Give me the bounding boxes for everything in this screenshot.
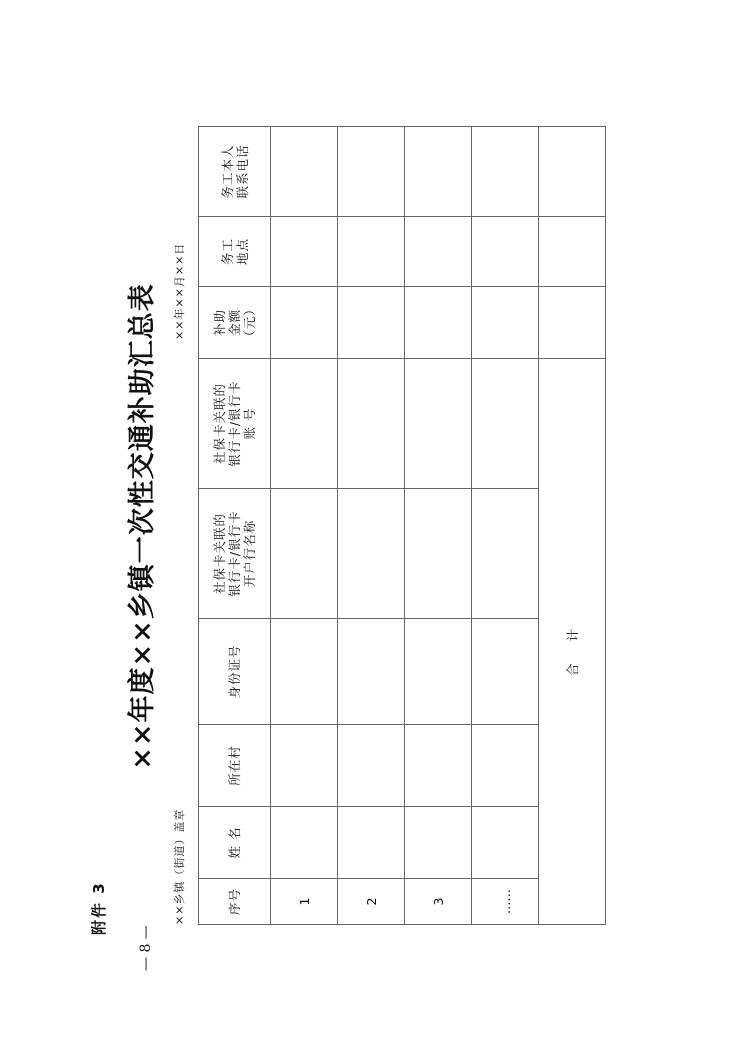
table-cell	[338, 489, 405, 619]
table-cell	[539, 127, 606, 217]
header-cell: 社保卡关联的 银行卡/银行卡 账 号	[199, 359, 271, 489]
attachment-label: 附件 3	[90, 881, 108, 935]
form-title: ××年度××乡镇一次性交通补助汇总表	[127, 283, 158, 770]
table-cell	[271, 619, 338, 725]
header-cell: 所在村	[199, 725, 271, 807]
stamp-note: ××乡镇（街道）盖章	[173, 808, 186, 925]
table-cell	[271, 127, 338, 217]
table-cell	[472, 217, 539, 287]
table-cell	[405, 287, 472, 359]
table-cell	[338, 217, 405, 287]
table-cell	[271, 287, 338, 359]
header-cell: 社保卡关联的 银行卡/银行卡 开户行名称	[199, 489, 271, 619]
row-number: 1	[271, 879, 338, 925]
table-cell	[338, 807, 405, 879]
table-cell	[472, 725, 539, 807]
header-cell: 身份证号	[199, 619, 271, 725]
header-cell: 务工本人 联系电话	[199, 127, 271, 217]
table-row	[405, 127, 472, 925]
table-header-row	[199, 127, 271, 925]
header-cell: 务工 地点	[199, 217, 271, 287]
table-cell	[405, 127, 472, 217]
row-number: 2	[338, 879, 405, 925]
table-cell	[338, 287, 405, 359]
table-total-row	[539, 127, 606, 925]
table-cell	[271, 359, 338, 489]
table-cell	[472, 127, 539, 217]
header-cell: 序号	[199, 879, 271, 925]
table-cell	[405, 359, 472, 489]
table-cell	[338, 619, 405, 725]
table-cell	[405, 217, 472, 287]
table-cell	[405, 725, 472, 807]
table-cell	[338, 359, 405, 489]
table-cell	[472, 359, 539, 489]
date-note: ××年××月××日	[173, 242, 186, 340]
total-label: 合计	[539, 359, 606, 925]
table-cell	[405, 619, 472, 725]
table-cell	[472, 619, 539, 725]
table-cell	[271, 725, 338, 807]
table-cell	[271, 807, 338, 879]
header-cell: 补助 金额 （元）	[199, 287, 271, 359]
row-number: ……	[472, 879, 539, 925]
table-row	[472, 127, 539, 925]
table-cell	[338, 725, 405, 807]
summary-table	[198, 127, 606, 925]
table-cell	[338, 127, 405, 217]
table-cell	[405, 489, 472, 619]
table-row	[338, 127, 405, 925]
table-cell	[472, 807, 539, 879]
page-number: — 8 —	[138, 925, 154, 971]
table-cell	[405, 807, 472, 879]
table-cell	[472, 489, 539, 619]
table-cell	[539, 217, 606, 287]
table-cell	[472, 287, 539, 359]
table-cell	[271, 489, 338, 619]
total-amount-cell	[539, 287, 606, 359]
header-cell: 姓 名	[199, 807, 271, 879]
table-row	[271, 127, 338, 925]
row-number: 3	[405, 879, 472, 925]
table-cell	[271, 217, 338, 287]
